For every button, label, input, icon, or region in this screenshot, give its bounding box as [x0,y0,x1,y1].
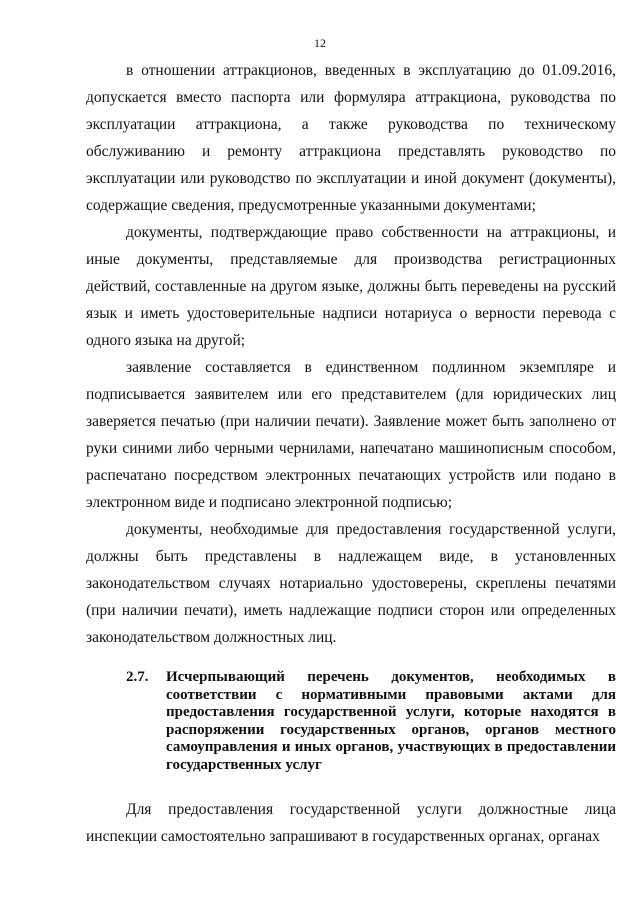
section-number: 2.7. [126,669,149,685]
section-heading [126,669,616,774]
paragraph-interagency-requests: Для предоставления государственной услуги должностные лица инспекции самостоятельно запрашивают в государственных органах, органах [86,801,616,845]
page-number: 12 [314,36,326,50]
paragraph-document-requirements: документы, необходимые для предоставления государственной услуги, должны быть представлены в надлежащем виде, в установленных законодательством случаях нотариально удостоверены, скреплены печатями (при наличии печати), иметь надлежащие подписи сторон или определенных законодательством должностных лиц. [86,521,616,646]
document-body [86,57,616,651]
document-body-continued [86,796,616,850]
paragraph-ownership-documents: документы, подтверждающие право собственности на аттракционы, и иные документы, представляемые для производства регистрационных действий, составленные на другом языке, должны быть переведены на русский язык и иметь удостоверительные надписи нотариуса о верности перевода с одного языка на другой; [86,224,616,349]
section-title: Исчерпывающий перечень документов, необходимых в соответствии с нормативными правовыми актами для предоставления государственной услуги, которые находятся в распоряжении государственных органов, органов местного самоуправления и иных органов, участвующих в предоставлении государственных услуг [166,669,616,773]
paragraph-attractions-documents: в отношении аттракционов, введенных в эксплуатацию до 01.09.2016, допускается вместо паспорта или формуляра аттракциона, руководства по эксплуатации аттракциона, а также руководства по техническому обслуживанию и ремонту аттракциона представлять руководство по эксплуатации или руководство по эксплуатации и иной документ (документы), содержащие сведения, предусмотренные указанными документами; [86,62,616,214]
paragraph-application-form: заявление составляется в единственном подлинном экземпляре и подписывается заявителем или его представителем (для юридических лиц заверяется печатью (при наличии печати). Заявление может быть заполнено от руки синими либо черными чернилами, напечатано машинописным способом, распечатано посредством электронных печатающих устройств или подано в электронном виде и подписано электронной подписью; [86,359,616,511]
